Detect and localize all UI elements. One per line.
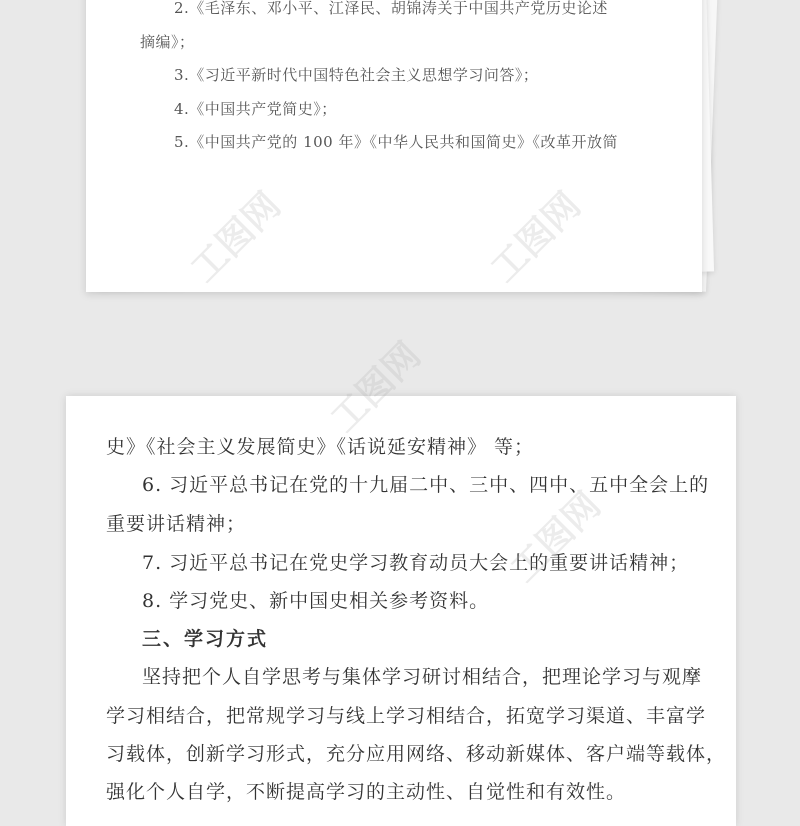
watermark: 工图网 bbox=[483, 184, 589, 291]
top-line-2: 摘编》； bbox=[140, 33, 195, 51]
page-line-2: 6. 习近平总书记在党的十九届二中、三中、四中、五中全会上的 bbox=[142, 474, 710, 496]
top-line-3: 3.《习近平新时代中国特色社会主义思想学习问答》； bbox=[174, 66, 539, 84]
page-line-8: 习载体，创新学习形式，充分应用网络、移动新媒体、客户端等载体， bbox=[106, 743, 727, 765]
page-line-1: 史》《社会主义发展简史》《话说延安精神》 等； bbox=[106, 436, 535, 458]
top-line-5: 5.《中国共产党的 100 年》《中华人民共和国简史》《改革开放简 bbox=[174, 133, 618, 151]
page-line-5: 8. 学习党史、新中国史相关参考资料。 bbox=[142, 590, 490, 612]
page-line-6: 坚持把个人自学思考与集体学习研讨相结合，把理论学习与观摩 bbox=[142, 666, 703, 688]
top-line-4: 4.《中国共产党简史》； bbox=[174, 100, 337, 118]
watermark: 工图网 bbox=[183, 184, 289, 291]
page-line-9: 强化个人自学，不断提高学习的主动性、自觉性和有效性。 bbox=[106, 781, 627, 803]
page-line-3: 重要讲话精神； bbox=[106, 513, 247, 535]
page-line-4: 7. 习近平总书记在党史学习教育动员大会上的重要讲话精神； bbox=[142, 552, 690, 574]
watermark: 工图网 bbox=[503, 484, 609, 591]
page-line-7: 学习相结合，把常规学习与线上学习相结合，拓宽学习渠道、丰富学 bbox=[106, 705, 707, 727]
watermark: 工图网 bbox=[323, 334, 429, 441]
section-heading: 三、学习方式 bbox=[142, 628, 269, 650]
top-line-1: 2.《毛泽东、邓小平、江泽民、胡锦涛关于中国共产党历史论述 bbox=[174, 0, 608, 17]
document-page bbox=[66, 396, 736, 826]
